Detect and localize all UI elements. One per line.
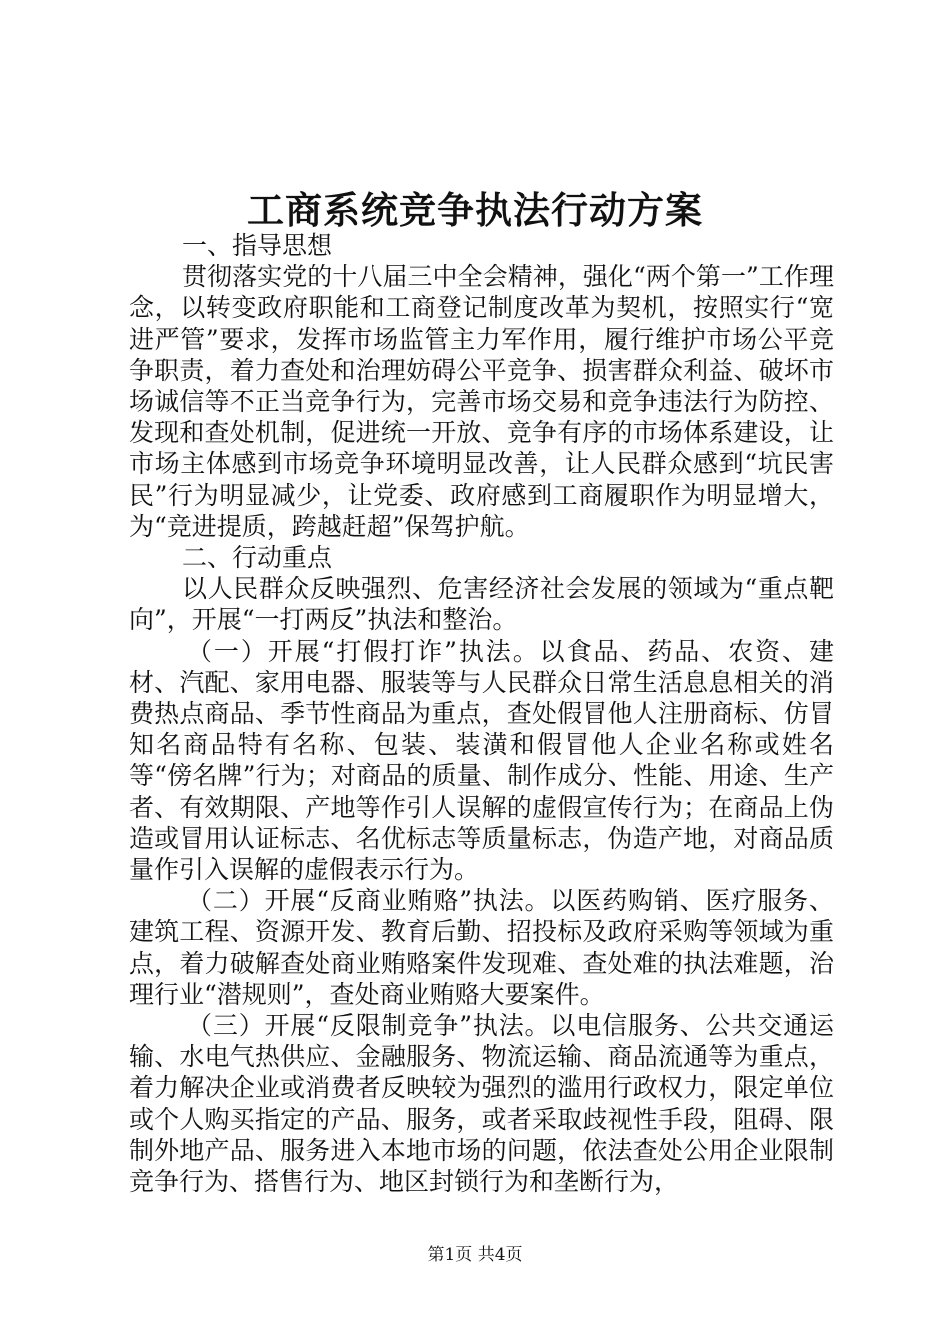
paragraph: （三）开展“反限制竞争”执法。以电信服务、公共交通运输、水电气热供应、金融服务、物流运输、商品流通等为重点，着力解决企业或消费者反映较为强烈的滥用行政权力，限定单位或个人购买指定的产品、服务，或者采取歧视性手段，阻碍、限制外地产品、服务进入本地市场的问题，依法查处公用企业限制竞争行为、搭售行为、地区封锁行为和垄断行为， bbox=[129, 1011, 834, 1197]
section-heading: 二、行动重点 bbox=[182, 543, 333, 573]
paragraph: （一）开展“打假打诈”执法。以食品、药品、农资、建材、汽配、家用电器、服装等与人民群众日常生活息息相关的消费热点商品、季节性商品为重点，查处假冒他人注册商标、仿冒知名商品特有名称、包装、装潢和假冒他人企业名称或姓名等“傍名牌”行为；对商品的质量、制作成分、性能、用途、生产者、有效期限、产地等作引人误解的虚假宣传行为；在商品上伪造或冒用认证标志、名优标志等质量标志，伪造产地，对商品质量作引入误解的虚假表示行为。 bbox=[129, 636, 834, 885]
page-footer: 第1页 共4页 bbox=[427, 1245, 523, 1265]
paragraph: 以人民群众反映强烈、危害经济社会发展的领域为“重点靶向”，开展“一打两反”执法和整治。 bbox=[129, 574, 834, 635]
document-body bbox=[129, 230, 834, 1197]
section-heading: 一、指导思想 bbox=[182, 231, 333, 260]
document-title: 工商系统竞争执法行动方案 bbox=[247, 188, 703, 232]
paragraph: （二）开展“反商业贿赂”执法。以医药购销、医疗服务、建筑工程、资源开发、教育后勤、招投标及政府采购等领域为重点，着力破解查处商业贿赂案件发现难、查处难的执法难题，治理行业“潜规则”，查处商业贿赂大要案件。 bbox=[129, 886, 834, 1009]
paragraph: 贯彻落实党的十八届三中全会精神，强化“两个第一”工作理念，以转变政府职能和工商登记制度改革为契机，按照实行“宽进严管”要求，发挥市场监管主力军作用，履行维护市场公平竞争职责，着力查处和治理妨碍公平竞争、损害群众利益、破坏市场诚信等不正当竞争行为，完善市场交易和竞争违法行为防控、发现和查处机制，促进统一开放、竞争有序的市场体系建设，让市场主体感到市场竞争环境明显改善，让人民群众感到“坑民害民”行为明显减少，让党委、政府感到工商履职作为明显增大，为“竞进提质，跨越赶超”保驾护航。 bbox=[129, 262, 834, 541]
